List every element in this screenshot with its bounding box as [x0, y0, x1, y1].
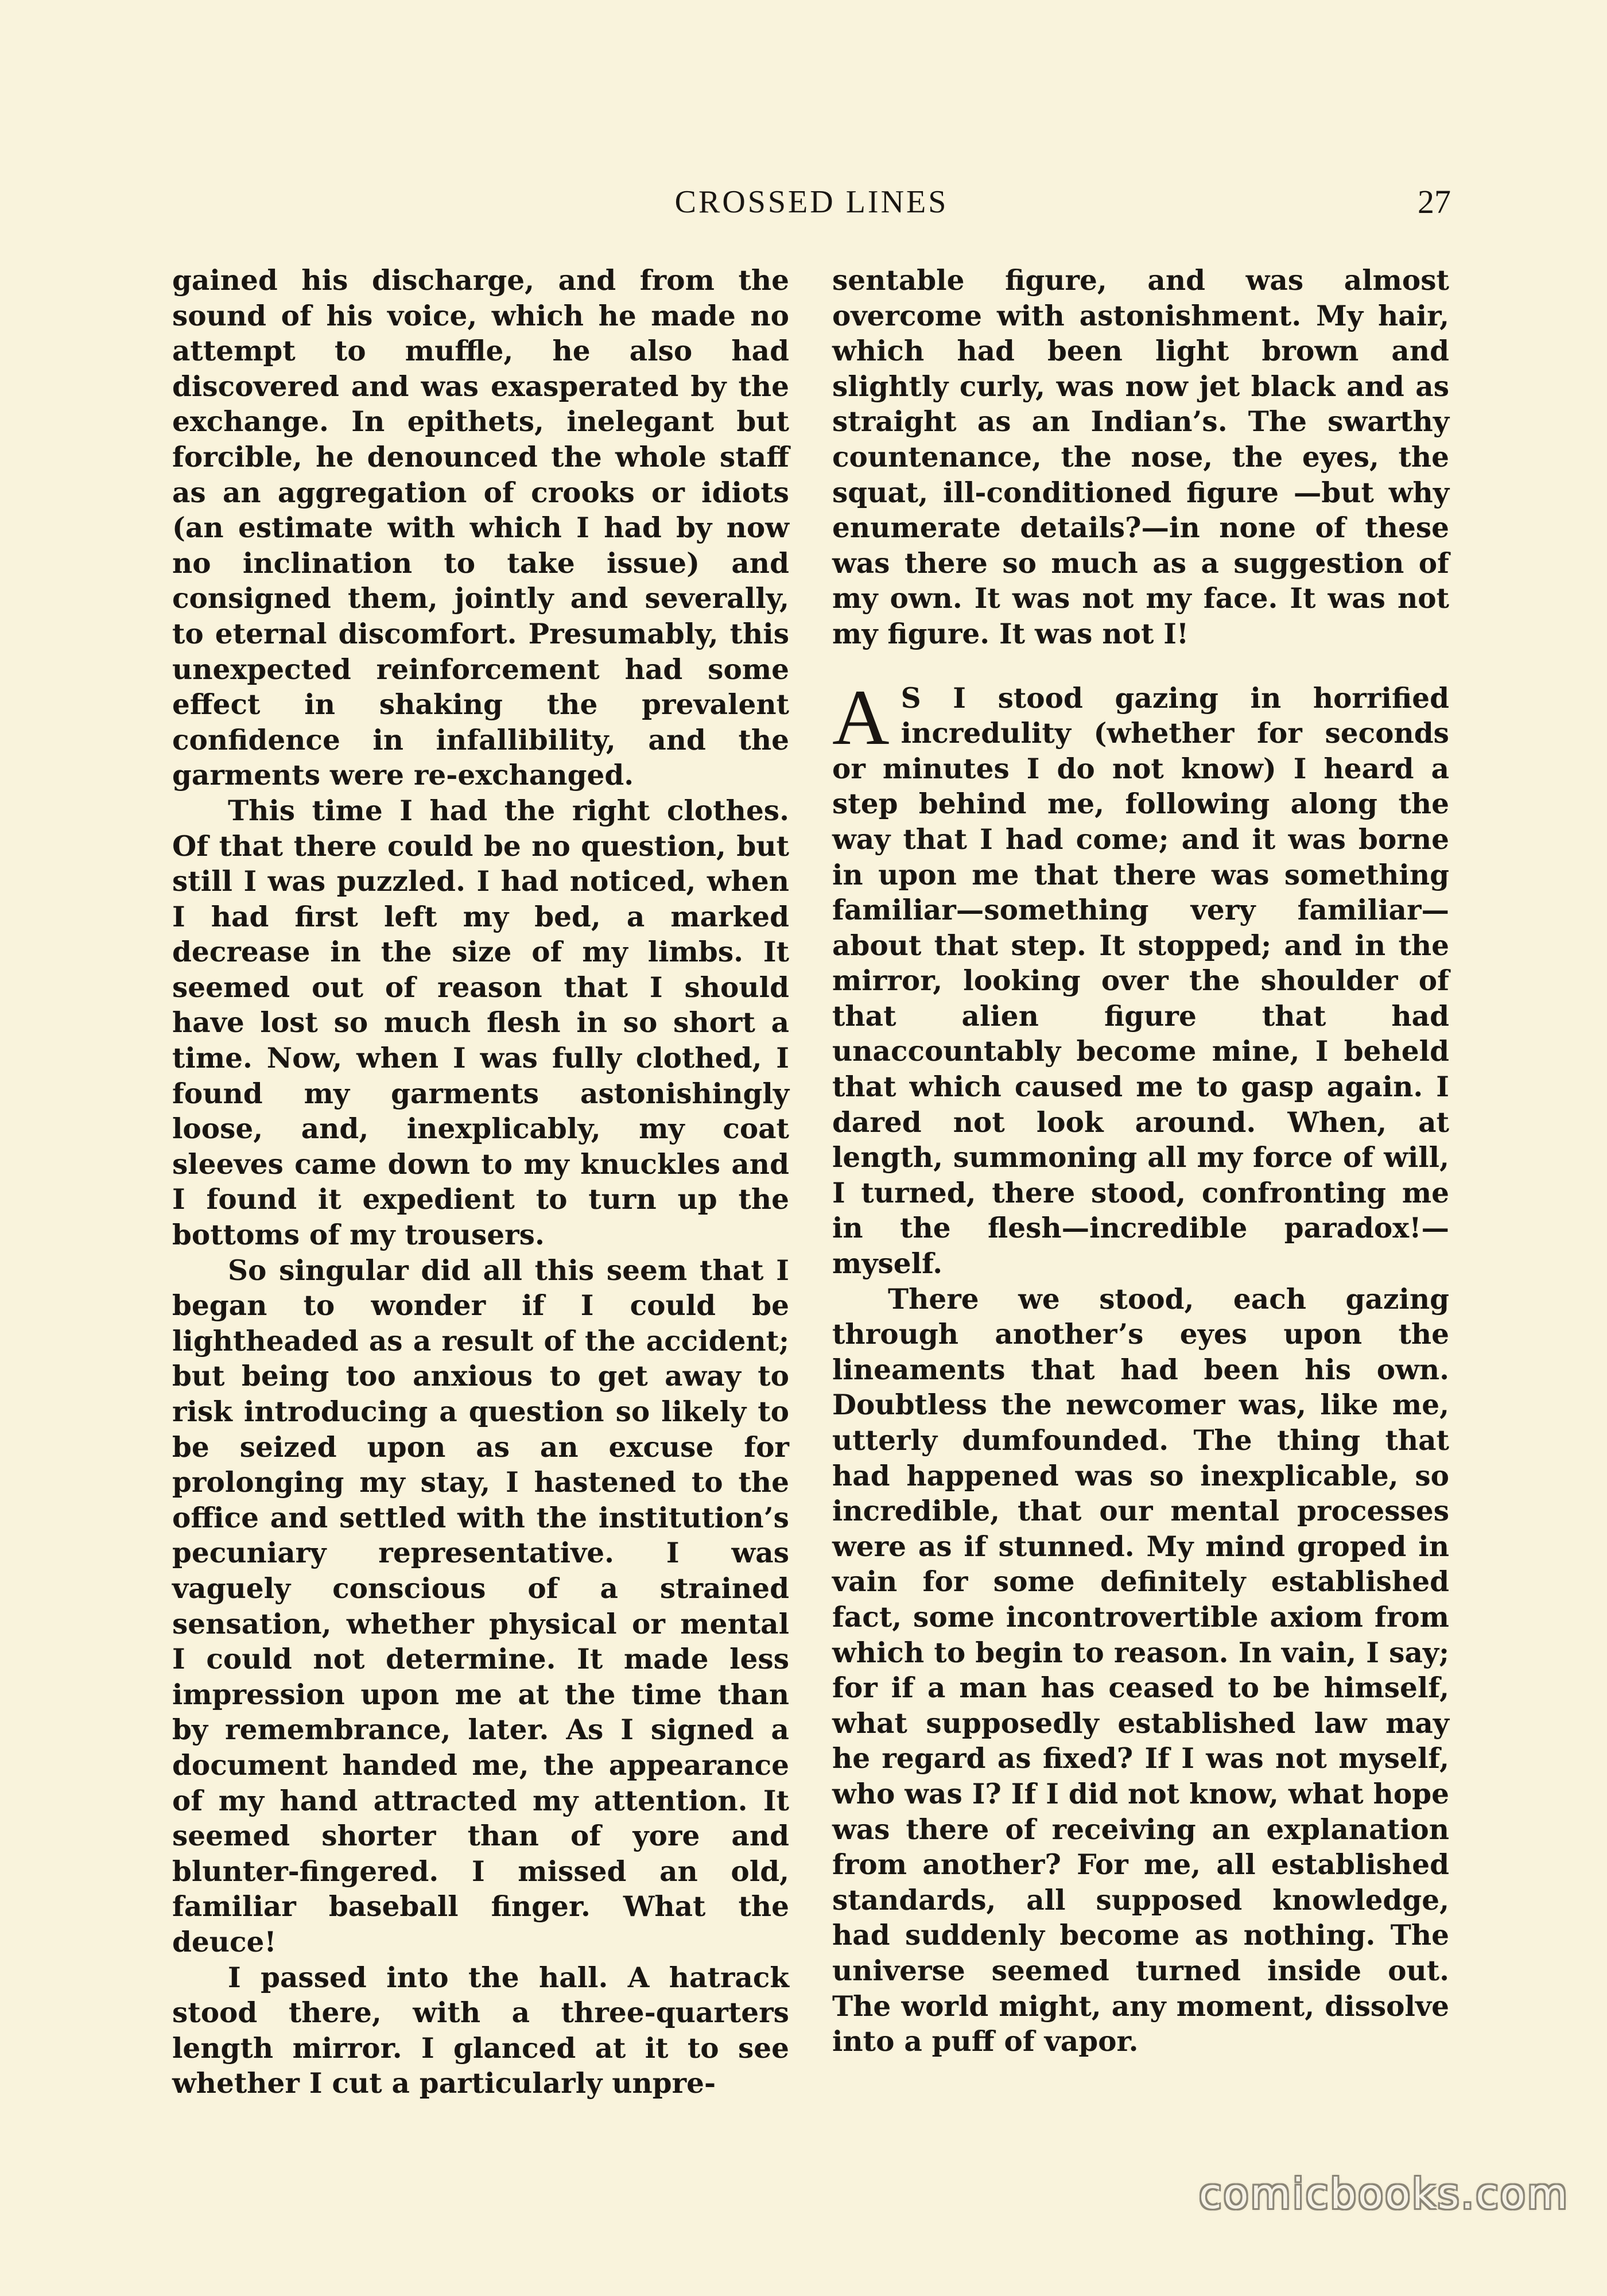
- paragraph-drop-cap: [832, 673, 1449, 1282]
- paragraph: gained his discharge, and from the sound of his voice, which he made no attempt to muffle, he also had discovered and was exasperated by the exchange. In epithets, inelegant but forcible, he denounced the whole staff as an aggregation of crooks or idiots (an estimate with which I had by now no inclination to take issue) and consigned them, jointly and severally, to eternal discomfort. Presumably, this unexpected reinforcement had some effect in shaking the prevalent confidence in infallibility, and the garments were re-exchanged.: [172, 264, 789, 792]
- right-column: [832, 263, 1449, 2060]
- paragraph: There we stood, each gazing through another’s eyes upon the lineaments that had been his own. Doubtless the newcomer was, like me, utterly dumfounded. The thing that had happened was so inexplicable, so incredible, that our mental processes were as if stunned. My mind groped in vain for some definitely established fact, some incontrovertible axiom from which to begin to reason. In vain, I say; for if a man has ceased to be himself, what supposedly established law may he regard as fixed? If I was not myself, who was I? If I did not know, what hope was there of receiving an explanation from another? For me, all established standards, all supposed knowledge, had suddenly become as nothing. The universe seemed turned inside out. The world might, any moment, dissolve into a puff of vapor.: [832, 1282, 1449, 2058]
- drop-cap: A: [832, 673, 890, 761]
- watermark: comicbooks.com: [1198, 2170, 1569, 2218]
- paragraph: I passed into the hall. A hatrack stood there, with a three-quarters length mirror. I glanced at it to see whether I cut a particularly unpre-: [172, 1961, 789, 2100]
- page-number: 27: [1418, 183, 1451, 220]
- paragraph: So singular did all this seem that I began to wonder if I could be lightheaded as a result of the accident; but being too anxious to get away to risk introducing a question so likely to be seized upon as an excuse for prolonging my stay, I hastened to the office and settled with the institution’s pecuniary representative. I was vaguely conscious of a strained sensation, whether physical or mental I could not determine. It made less impression upon me at the time than by remembrance, later. As I signed a document handed me, the appearance of my hand attracted my attention. It seemed shorter than of yore and blunter-fingered. I missed an old, familiar baseball finger. What the deuce!: [172, 1254, 789, 1958]
- paragraph: This time I had the right clothes. Of that there could be no question, but still I was puzzled. I had noticed, when I had first left my bed, a marked decrease in the size of my limbs. It seemed out of reason that I should have lost so much flesh in so short a time. Now, when I was fully clothed, I found my garments astonishingly loose, and, inexplicably, my coat sleeves came down to my knuckles and I found it expedient to turn up the bottoms of my trousers.: [172, 794, 789, 1252]
- paragraph-text: S I stood gazing in horrified incredulity (whether for seconds or minutes I do not know) I heard a step behind me, following along the way that I had come; and it was borne in upon me that there was something familiar—something very familiar—about that step. It stopped; and in the mirror, looking over the shoulder of that alien figure that had unaccountably become mine, I beheld that which caused me to gasp again. I dared not look around. When, at length, summoning all my force of will, I turned, there stood, confronting me in the flesh—incredible paradox!—myself.: [832, 681, 1449, 1281]
- running-head: CROSSED LINES: [674, 184, 949, 220]
- left-column: [172, 263, 789, 2101]
- paragraph: sentable figure, and was almost overcome with astonishment. My hair, which had been light brown and slightly curly, was now jet black and as straight as an Indian’s. The swarthy countenance, the nose, the eyes, the squat, ill-conditioned figure —but why enumerate details?—in none of these was there so much as a suggestion of my own. It was not my face. It was not my figure. It was not I!: [832, 264, 1449, 650]
- page-header: [172, 179, 1451, 225]
